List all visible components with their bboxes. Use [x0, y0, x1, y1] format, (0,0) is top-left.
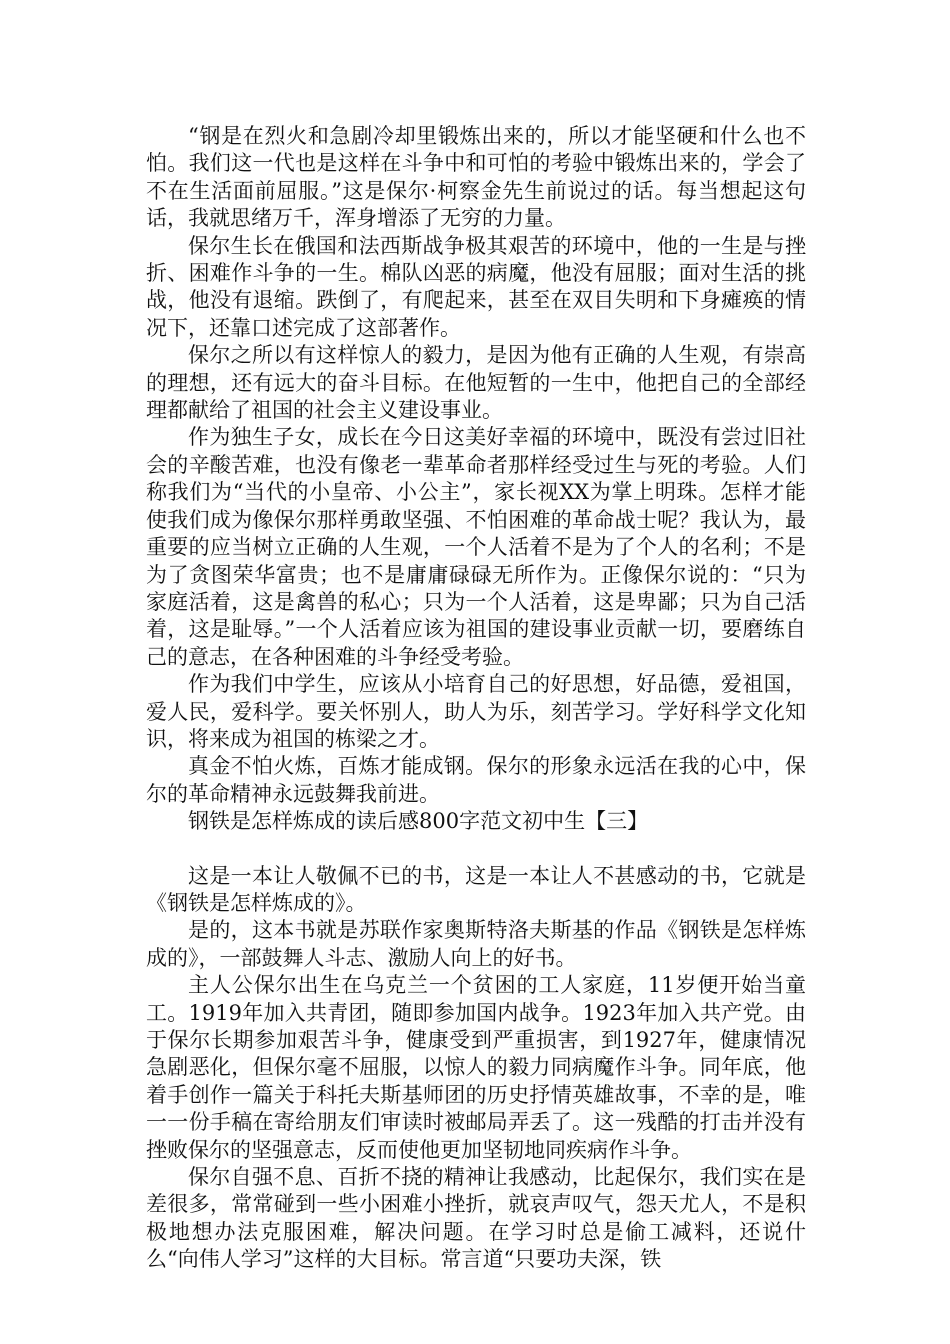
- paragraph-paul-willpower: 保尔之所以有这样惊人的毅力，是因为他有正确的人生观，有崇高的理想，还有远大的奋斗目标。在他短暂的一生中，他把自己的全部经理都献给了祖国的社会主义建设事业。: [146, 343, 806, 423]
- paragraph-admirable-book: 这是一本让人敬佩不已的书，这是一本让人不甚感动的书，它就是《钢铁是怎样炼成的》。: [146, 863, 806, 915]
- paragraph-protagonist-life: 主人公保尔出生在乌克兰一个贫困的工人家庭，11岁便开始当童工。1919年加入共青团，随即参加国内战争。1923年加入共产党。由于保尔长期参加艰苦斗争，健康受到严重损害，到1927年，健康情况急剧恶化，但保尔毫不屈服，以惊人的毅力同病魔作斗争。同年底，他着手创作一篇关于科托夫斯基师团的历史抒情英雄故事，不幸的是，唯一一份手稿在寄给朋友们审读时被邮局弄丢了。这一残酷的打击并没有挫败保尔的坚强意志，反而使他更加坚韧地同疾病作斗争。: [146, 973, 806, 1162]
- paragraph-middle-school-students: 作为我们中学生，应该从小培育自己的好思想，好品德，爱祖国，爱人民，爱科学。要关怀别人，助人为乐，刻苦学习。学好科学文化知识，将来成为祖国的栋梁之才。: [146, 672, 806, 751]
- document-body: [146, 123, 806, 1274]
- paragraph-self-reflection: 保尔自强不息、百折不挠的精神让我感动，比起保尔，我们实在是差很多，常常碰到一些小困难小挫折，就哀声叹气，怨天尤人，不是积极地想办法克服困难，解决问题。在学习时总是偷工减料，还说什么“向伟人学习”这样的大目标。常言道“只要功夫深，铁: [146, 1165, 806, 1272]
- section-heading: 钢铁是怎样炼成的读后感800字范文初中生【三】: [188, 809, 649, 834]
- paragraph-true-gold: 真金不怕火炼，百炼才能成钢。保尔的形象永远活在我的心中，保尔的革命精神永远鼓舞我前进。: [146, 754, 806, 806]
- paragraph-quote-opening: “钢是在烈火和急剧冷却里锻炼出来的，所以才能坚硬和什么也不怕。我们这一代也是这样在斗争中和可怕的考验中锻炼出来的，学会了不在生活面前屈服。”这是保尔·柯察金先生前说过的话。每当想起这句话，我就思绪万千，浑身增添了无穷的力量。: [146, 124, 806, 231]
- paragraph-paul-struggle: 保尔生长在俄国和法西斯战争极其艰苦的环境中，他的一生是与挫折、困难作斗争的一生。棉队凶恶的病魔，他没有屈服；面对生活的挑战，他没有退缩。跌倒了，有爬起来，甚至在双目失明和下身瘫痪的情况下，还靠口述完成了这部著作。: [146, 233, 806, 340]
- paragraph-author: 是的，这本书就是苏联作家奥斯特洛夫斯基的作品《钢铁是怎样炼成的》，一部鼓舞人斗志、激励人向上的好书。: [146, 918, 806, 970]
- paragraph-only-child: 作为独生子女，成长在今日这美好幸福的环境中，既没有尝过旧社会的辛酸苦难，也没有像老一辈革命者那样经受过生与死的考验。人们称我们为“当代的小皇帝、小公主”，家长视XX为掌上明珠。怎样才能使我们成为像保尔那样勇敢坚强、不怕困难的革命战士呢？我认为，最重要的应当树立正确的人生观，一个人活着不是为了个人的名利；不是为了贪图荣华富贵；也不是庸庸碌碌无所作为。正像保尔说的：“只为家庭活着，这是禽兽的私心；只为一个人活着，这是卑鄙；只为自己活着，这是耻辱。”一个人活着应该为祖国的建设事业贡献一切，要磨练自己的意志，在各种困难的斗争经受考验。: [146, 425, 806, 669]
